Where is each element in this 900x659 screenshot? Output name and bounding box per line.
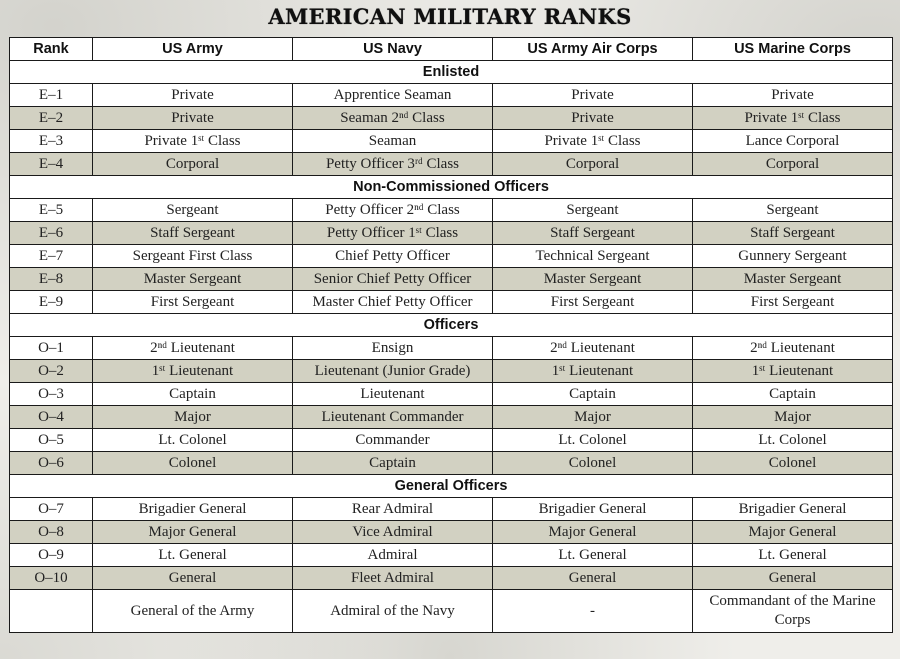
us-army-air-corps-cell: First Sergeant [493, 291, 693, 314]
rank-cell: O–1 [10, 337, 93, 360]
us-army-air-corps-cell: Captain [493, 383, 693, 406]
us-marine-corps-cell: Major General [693, 521, 893, 544]
us-marine-corps-cell: Lt. Colonel [693, 429, 893, 452]
us-army-cell: Brigadier General [93, 498, 293, 521]
us-marine-corps-cell: 1ˢᵗ Lieutenant [693, 360, 893, 383]
us-navy-cell: Senior Chief Petty Officer [293, 268, 493, 291]
us-navy-cell: Petty Officer 3ʳᵈ Class [293, 153, 493, 176]
us-army-cell: General of the Army [93, 590, 293, 633]
us-navy-cell: Lieutenant Commander [293, 406, 493, 429]
us-army-air-corps-cell: - [493, 590, 693, 633]
us-marine-corps-cell: Sergeant [693, 199, 893, 222]
us-army-air-corps-cell: Brigadier General [493, 498, 693, 521]
table-row [10, 544, 893, 567]
us-marine-corps-cell: Private [693, 84, 893, 107]
table-row [10, 521, 893, 544]
table-row [10, 199, 893, 222]
table-row [10, 130, 893, 153]
us-marine-corps-cell: Master Sergeant [693, 268, 893, 291]
rank-cell: E–5 [10, 199, 93, 222]
section-header-row [10, 314, 893, 337]
us-army-air-corps-cell: Lt. Colonel [493, 429, 693, 452]
us-army-cell: 1ˢᵗ Lieutenant [93, 360, 293, 383]
table-row [10, 245, 893, 268]
table-row [10, 383, 893, 406]
us-army-air-corps-cell: Colonel [493, 452, 693, 475]
table-row [10, 291, 893, 314]
us-army-air-corps-cell: 2ⁿᵈ Lieutenant [493, 337, 693, 360]
us-marine-corps-cell: Lt. General [693, 544, 893, 567]
section-header-row [10, 61, 893, 84]
us-marine-corps-cell: Lance Corporal [693, 130, 893, 153]
header-rank: Rank [10, 38, 93, 61]
rank-cell: O–7 [10, 498, 93, 521]
us-navy-cell: Admiral of the Navy [293, 590, 493, 633]
us-navy-cell: Fleet Admiral [293, 567, 493, 590]
us-army-cell: Private [93, 84, 293, 107]
us-army-air-corps-cell: Private 1ˢᵗ Class [493, 130, 693, 153]
rank-cell: E–3 [10, 130, 93, 153]
us-navy-cell: Apprentice Seaman [293, 84, 493, 107]
us-army-air-corps-cell: Technical Sergeant [493, 245, 693, 268]
header-us-army-air-corps: US Army Air Corps [493, 38, 693, 61]
us-army-air-corps-cell: Private [493, 84, 693, 107]
us-army-cell: Sergeant First Class [93, 245, 293, 268]
table-row [10, 153, 893, 176]
section-label: Officers [10, 314, 893, 337]
table-row [10, 222, 893, 245]
us-army-cell: First Sergeant [93, 291, 293, 314]
us-army-cell: 2ⁿᵈ Lieutenant [93, 337, 293, 360]
rank-cell: E–7 [10, 245, 93, 268]
rank-cell: O–6 [10, 452, 93, 475]
us-marine-corps-cell: Colonel [693, 452, 893, 475]
table-row [10, 590, 893, 633]
us-army-cell: Major General [93, 521, 293, 544]
us-marine-corps-cell: Corporal [693, 153, 893, 176]
us-marine-corps-cell: Gunnery Sergeant [693, 245, 893, 268]
us-army-cell: Private [93, 107, 293, 130]
section-label: General Officers [10, 475, 893, 498]
us-navy-cell: Captain [293, 452, 493, 475]
table-row [10, 406, 893, 429]
table-row [10, 452, 893, 475]
us-navy-cell: Admiral [293, 544, 493, 567]
us-army-air-corps-cell: General [493, 567, 693, 590]
rank-cell: E–6 [10, 222, 93, 245]
header-row [10, 38, 893, 61]
us-marine-corps-cell: Brigadier General [693, 498, 893, 521]
rank-cell: O–3 [10, 383, 93, 406]
us-marine-corps-cell: First Sergeant [693, 291, 893, 314]
us-army-air-corps-cell: Lt. General [493, 544, 693, 567]
table-row [10, 84, 893, 107]
us-army-air-corps-cell: Master Sergeant [493, 268, 693, 291]
us-marine-corps-cell: 2ⁿᵈ Lieutenant [693, 337, 893, 360]
us-army-air-corps-cell: Staff Sergeant [493, 222, 693, 245]
section-header-row [10, 475, 893, 498]
us-army-cell: Lt. General [93, 544, 293, 567]
us-marine-corps-cell: General [693, 567, 893, 590]
us-army-cell: Major [93, 406, 293, 429]
header-us-marine-corps: US Marine Corps [693, 38, 893, 61]
ranks-table [9, 37, 893, 633]
us-navy-cell: Master Chief Petty Officer [293, 291, 493, 314]
rank-cell: E–2 [10, 107, 93, 130]
rank-cell: O–9 [10, 544, 93, 567]
header-us-navy: US Navy [293, 38, 493, 61]
table-row [10, 268, 893, 291]
us-army-air-corps-cell: Major General [493, 521, 693, 544]
us-navy-cell: Rear Admiral [293, 498, 493, 521]
us-navy-cell: Seaman 2ⁿᵈ Class [293, 107, 493, 130]
rank-cell: O–4 [10, 406, 93, 429]
rank-cell: E–9 [10, 291, 93, 314]
table-row [10, 429, 893, 452]
us-navy-cell: Chief Petty Officer [293, 245, 493, 268]
us-marine-corps-cell: Staff Sergeant [693, 222, 893, 245]
section-header-row [10, 176, 893, 199]
us-navy-cell: Vice Admiral [293, 521, 493, 544]
us-marine-corps-cell: Captain [693, 383, 893, 406]
rank-cell: E–1 [10, 84, 93, 107]
us-navy-cell: Petty Officer 2ⁿᵈ Class [293, 199, 493, 222]
us-marine-corps-cell: Major [693, 406, 893, 429]
us-army-air-corps-cell: Private [493, 107, 693, 130]
us-army-air-corps-cell: Corporal [493, 153, 693, 176]
table-row [10, 498, 893, 521]
table-row [10, 337, 893, 360]
us-army-cell: General [93, 567, 293, 590]
table-row [10, 107, 893, 130]
us-army-cell: Lt. Colonel [93, 429, 293, 452]
section-label: Enlisted [10, 61, 893, 84]
rank-cell: O–2 [10, 360, 93, 383]
page-title: AMERICAN MILITARY RANKS [268, 4, 632, 29]
us-army-air-corps-cell: 1ˢᵗ Lieutenant [493, 360, 693, 383]
header-us-army: US Army [93, 38, 293, 61]
us-navy-cell: Lieutenant (Junior Grade) [293, 360, 493, 383]
us-army-cell: Master Sergeant [93, 268, 293, 291]
us-army-cell: Corporal [93, 153, 293, 176]
us-army-cell: Colonel [93, 452, 293, 475]
table-row [10, 567, 893, 590]
us-marine-corps-cell: Private 1ˢᵗ Class [693, 107, 893, 130]
us-army-cell: Sergeant [93, 199, 293, 222]
rank-cell: E–4 [10, 153, 93, 176]
us-navy-cell: Lieutenant [293, 383, 493, 406]
section-label: Non-Commissioned Officers [10, 176, 893, 199]
rank-cell [10, 590, 93, 633]
rank-cell: O–8 [10, 521, 93, 544]
table-row [10, 360, 893, 383]
us-navy-cell: Petty Officer 1ˢᵗ Class [293, 222, 493, 245]
us-army-cell: Private 1ˢᵗ Class [93, 130, 293, 153]
ranks-table-body [10, 61, 893, 633]
us-army-cell: Staff Sergeant [93, 222, 293, 245]
us-army-air-corps-cell: Major [493, 406, 693, 429]
rank-cell: O–5 [10, 429, 93, 452]
rank-cell: E–8 [10, 268, 93, 291]
us-army-air-corps-cell: Sergeant [493, 199, 693, 222]
us-army-cell: Captain [93, 383, 293, 406]
us-navy-cell: Seaman [293, 130, 493, 153]
rank-cell: O–10 [10, 567, 93, 590]
us-navy-cell: Commander [293, 429, 493, 452]
us-navy-cell: Ensign [293, 337, 493, 360]
us-marine-corps-cell: Commandant of the Marine Corps [693, 590, 893, 633]
